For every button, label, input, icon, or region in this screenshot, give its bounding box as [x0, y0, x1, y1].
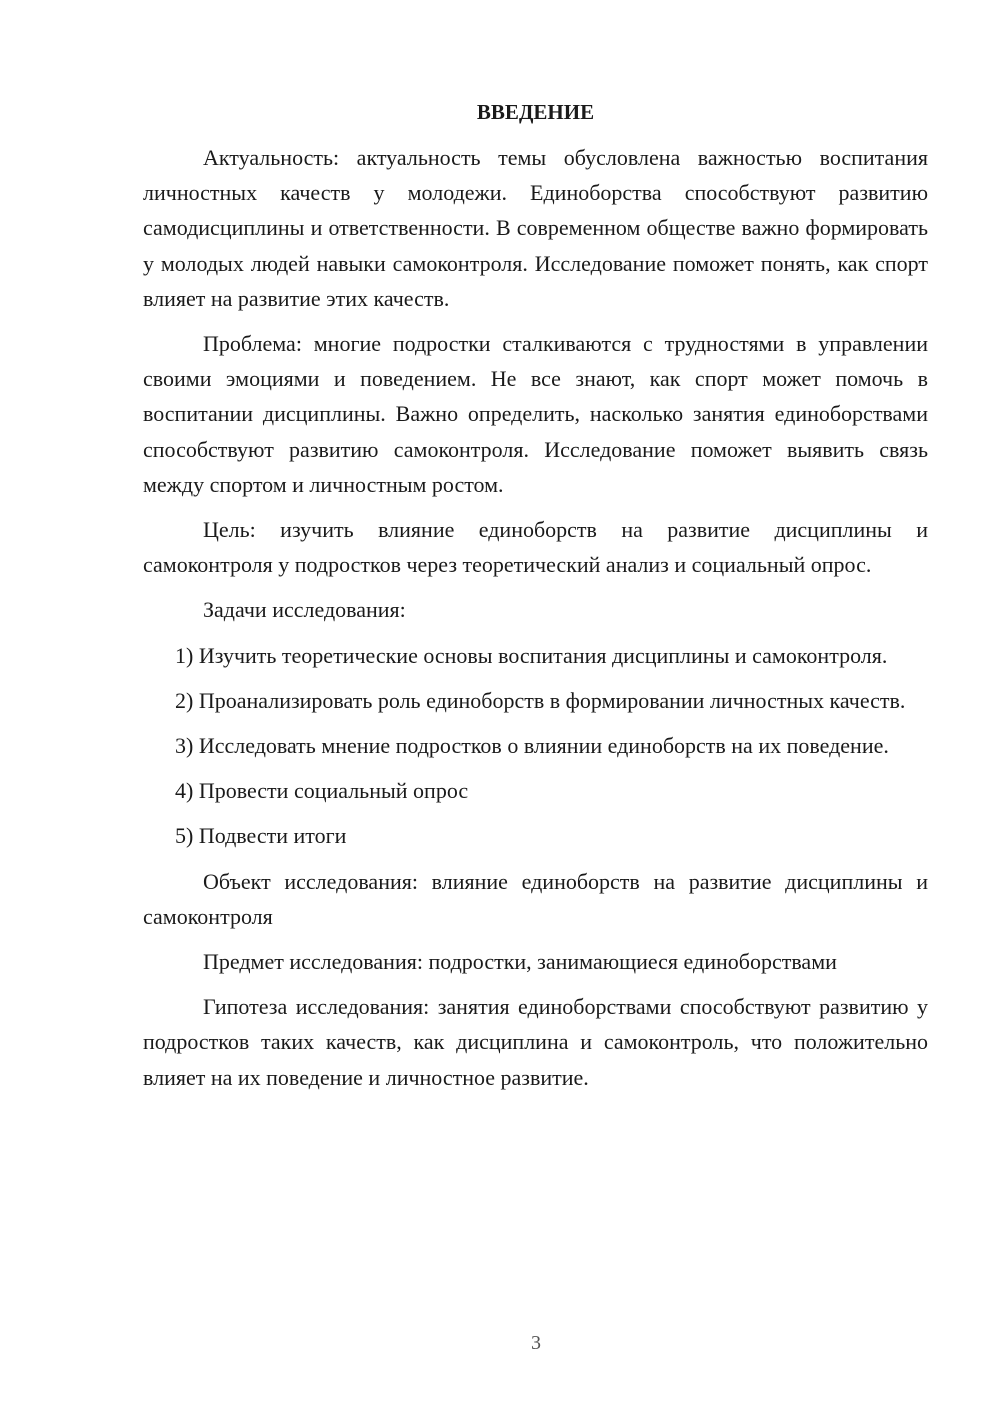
hypothesis-paragraph: Гипотеза исследования: занятия единоборствами способствуют развитию у подростков таких качеств, как дисциплина и самоконтроль, что положительно влияет на их поведение и личностное развитие.	[143, 994, 928, 1090]
task-item-2: 2) Проанализировать роль единоборств в формировании личностных качеств.	[175, 687, 906, 713]
task-item-3: 3) Исследовать мнение подростков о влиянии единоборств на их поведение.	[175, 733, 889, 759]
relevance-paragraph: Актуальность: актуальность темы обусловлена важностью воспитания личностных качеств у молодежи. Единоборства способствуют развитию самодисциплины и ответственности. В современном обществе важно формировать у молодых людей навыки самоконтроля. Исследование поможет понять, как спорт влияет на развитие этих качеств.	[143, 145, 928, 311]
goal-paragraph: Цель: изучить влияние единоборств на развитие дисциплины и самоконтроля у подростков через теоретический анализ и социальный опрос.	[143, 517, 928, 578]
subject-paragraph: Предмет исследования: подростки, занимающиеся единоборствами	[203, 949, 837, 975]
page-number: 3	[531, 1332, 541, 1354]
task-item-1: 1) Изучить теоретические основы воспитания дисциплины и самоконтроля.	[175, 642, 888, 668]
tasks-title: Задачи исследования:	[203, 597, 406, 623]
page-content	[143, 95, 928, 1095]
object-paragraph: Объект исследования: влияние единоборств на развитие дисциплины и самоконтроля	[143, 868, 928, 929]
task-item-5: 5) Подвести итоги	[175, 823, 347, 849]
page-title: ВВЕДЕНИЕ	[476, 100, 595, 124]
task-item-4: 4) Провести социальный опрос	[175, 778, 469, 804]
problem-paragraph: Проблема: многие подростки сталкиваются с трудностями в управлении своими эмоциями и поведением. Не все знают, как спорт может помочь в воспитании дисциплины. Важно определить, насколько занятия единоборствами способствуют развитию самоконтроля. Исследование поможет выявить связь между спортом и личностным ростом.	[143, 331, 928, 497]
